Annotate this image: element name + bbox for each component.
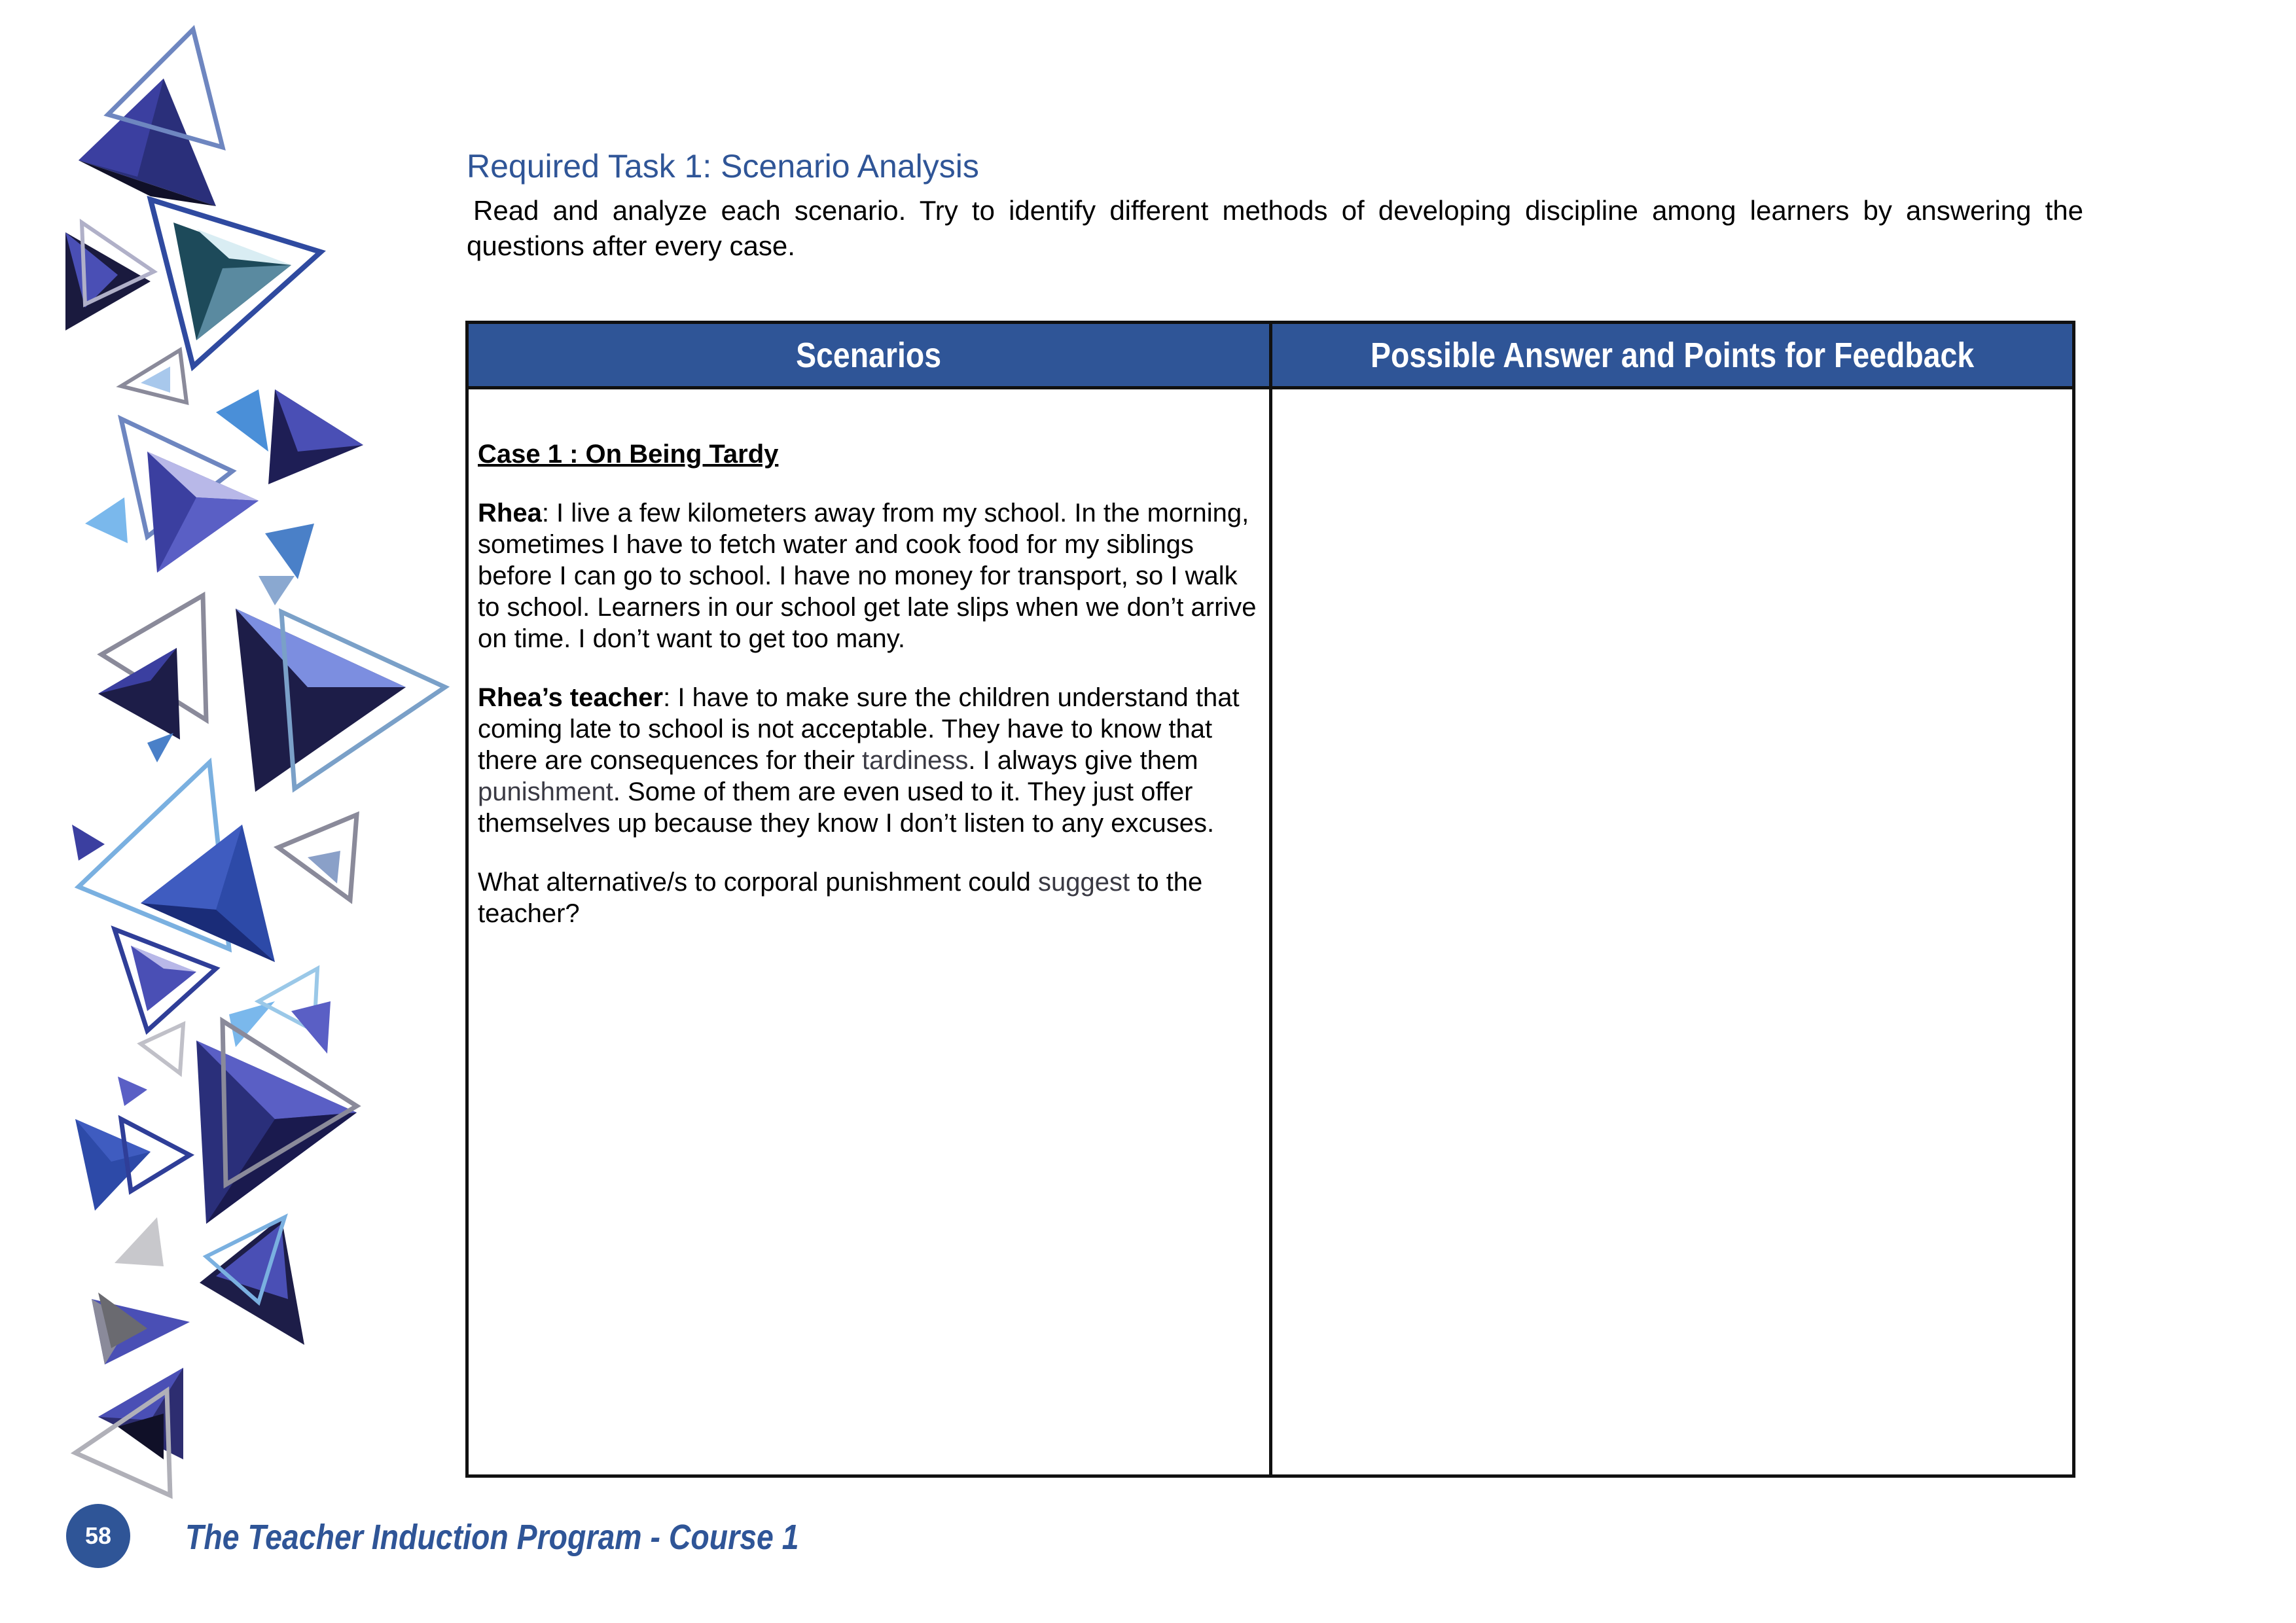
decorative-triangles xyxy=(0,0,458,1544)
instructions-line-1: Read and analyze each scenario. Try to identify different methods of developing discipline among learners by answering the xyxy=(473,195,2083,226)
scenarios-header-label: Scenarios xyxy=(796,335,942,375)
teacher-word-tardiness: tardiness xyxy=(862,746,969,775)
scenario-table xyxy=(465,321,2075,1478)
answers-header xyxy=(1272,324,2072,389)
footer-title: The Teacher Induction Program - Course 1 xyxy=(185,1518,799,1557)
triangle-shape xyxy=(147,733,173,762)
task-title: Required Task 1: Scenario Analysis xyxy=(467,148,979,185)
triangle-shape xyxy=(265,524,314,579)
page-number: 58 xyxy=(84,1522,112,1549)
triangle-shape xyxy=(85,497,128,543)
triangle-shape xyxy=(216,389,268,452)
case-title: Case 1 : On Being Tardy xyxy=(478,440,779,469)
question-word-suggest: suggest xyxy=(1038,868,1130,897)
answers-header-label: Possible Answer and Points for Feedback xyxy=(1370,335,1975,375)
task-instructions xyxy=(467,193,2083,264)
triangle-shape xyxy=(72,825,105,861)
rhea-text: : I live a few kilometers away from my school. In the morning, sometimes I have to fetch water and cook food for my siblings before I can go to school. I have no money for transport, so I walk to school. Learners in our school get late slips when we don’t arrive on time. I don’t want to get too many. xyxy=(478,499,1257,653)
teacher-word-punishment: punishment xyxy=(478,777,613,806)
scenario-cell xyxy=(469,389,1269,929)
teacher-text-a: : I have to make sure the children understand that coming late to school is not acceptable. They have to know that there are consequences for their xyxy=(478,683,1240,775)
question-text-a: What alternative/s to corporal punishment could xyxy=(478,868,1038,897)
triangle-shape xyxy=(259,576,295,605)
teacher-text-e: . Some of them are even used to it. They just offer themselves up because they know I don’t listen to any excuses. xyxy=(478,777,1215,838)
triangle-shape xyxy=(75,1119,151,1211)
question-paragraph xyxy=(478,866,1257,929)
rhea-paragraph xyxy=(478,497,1257,654)
question-text-c: to the teacher? xyxy=(478,868,1203,928)
answers-column xyxy=(1272,324,2072,1474)
page-number-badge xyxy=(66,1504,130,1568)
triangle-shape xyxy=(291,1001,331,1054)
rhea-speaker: Rhea xyxy=(478,499,542,527)
scenarios-column xyxy=(469,324,1272,1474)
teacher-paragraph xyxy=(478,682,1257,839)
teacher-text-c: . I always give them xyxy=(968,746,1198,775)
triangle-shape xyxy=(118,1077,147,1106)
answer-cell xyxy=(1272,389,2072,438)
scenarios-header xyxy=(469,324,1269,389)
instructions-line-2: questions after every case. xyxy=(467,230,795,261)
teacher-speaker: Rhea’s teacher xyxy=(478,683,664,712)
triangle-shape xyxy=(115,1217,164,1266)
